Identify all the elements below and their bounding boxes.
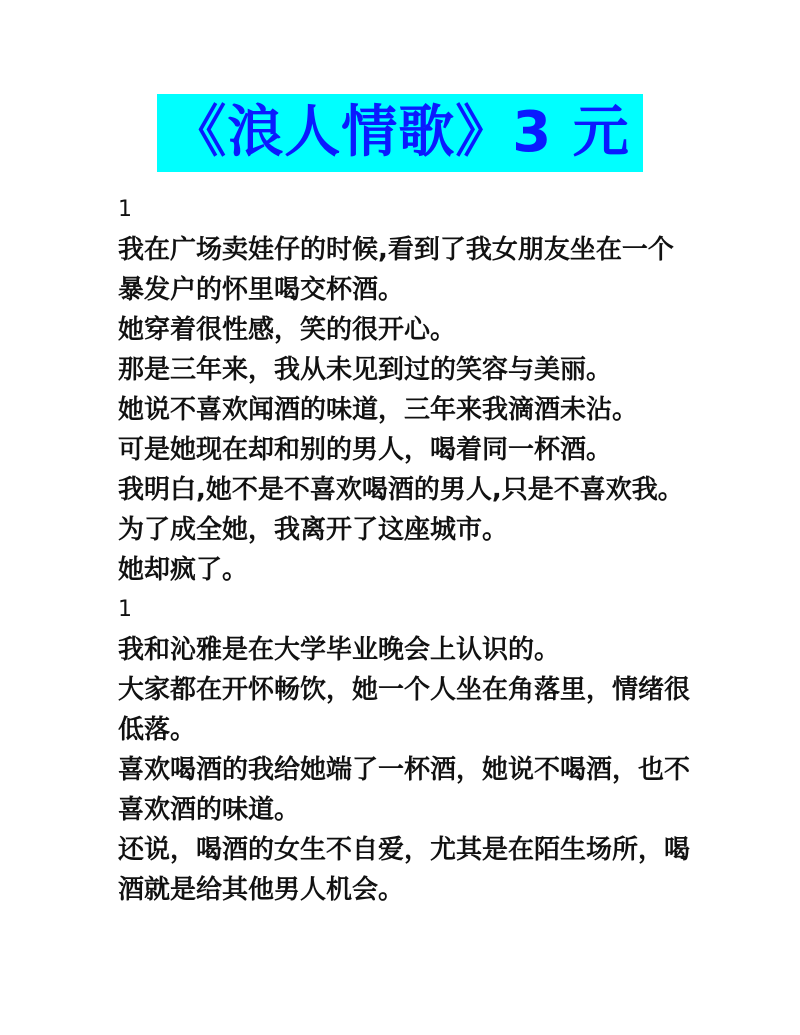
text-line: 为了成全她，我离开了这座城市。 xyxy=(118,515,509,545)
text-line: 还说，喝酒的女生不自爱，尤其是在陌生场所，喝 xyxy=(118,835,691,865)
text-line: 那是三年来，我从未见到过的笑容与美丽。 xyxy=(118,355,613,385)
title-banner xyxy=(157,94,643,172)
section-number: 1 xyxy=(118,197,132,222)
text-line: 喜欢喝酒的我给她端了一杯酒，她说不喝酒，也不 xyxy=(118,755,691,785)
text-line: 喜欢酒的味道。 xyxy=(118,795,301,825)
text-line: 我在广场卖娃仔的时候,看到了我女朋友坐在一个 xyxy=(118,235,674,265)
story-text xyxy=(118,190,698,910)
text-line: 大家都在开怀畅饮，她一个人坐在角落里，情绪很 xyxy=(118,675,691,705)
text-line: 我和沁雅是在大学毕业晚会上认识的。 xyxy=(118,635,561,665)
page-title: 《浪人情歌》3 元 xyxy=(170,100,630,165)
text-line: 她说不喜欢闻酒的味道，三年来我滴酒未沾。 xyxy=(118,395,639,425)
section-number: 1 xyxy=(118,597,132,622)
text-line: 她却疯了。 xyxy=(118,555,249,585)
text-line: 低落。 xyxy=(118,715,197,745)
text-line: 可是她现在却和别的男人，喝着同一杯酒。 xyxy=(118,435,613,465)
text-line: 我明白,她不是不喜欢喝酒的男人,只是不喜欢我。 xyxy=(118,475,684,505)
text-line: 暴发户的怀里喝交杯酒。 xyxy=(118,275,405,305)
text-line: 酒就是给其他男人机会。 xyxy=(118,875,405,905)
text-line: 她穿着很性感，笑的很开心。 xyxy=(118,315,457,345)
